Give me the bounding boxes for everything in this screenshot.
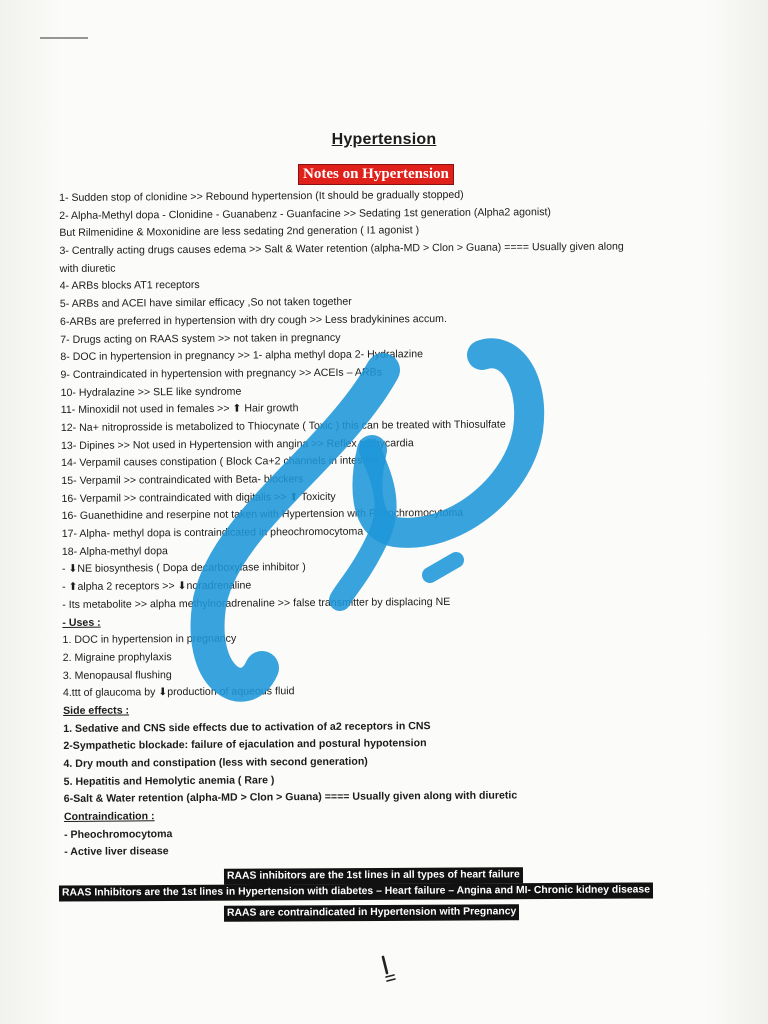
page-subtitle: Notes on Hypertension bbox=[298, 164, 454, 185]
note-line: 15- Verpamil >> contraindicated with Beta- blockers bbox=[61, 473, 304, 487]
note-line: 5. Hepatitis and Hemolytic anemia ( Rare ) bbox=[63, 774, 275, 788]
note-line: 2. Migraine prophylaxis bbox=[62, 651, 172, 664]
note-line: 3- Centrally acting drugs causes edema >> Salt & Water retention (alpha-MD > Clon > Guana) ==== Usually given along bbox=[59, 240, 624, 258]
note-line: 7- Drugs acting on RAAS system >> not taken in pregnancy bbox=[60, 331, 341, 346]
note-line: 4- ARBs blocks AT1 receptors bbox=[59, 279, 200, 293]
note-line: 13- Dipines >> Not used in Hypertension with angina >> Reflex tachycardia bbox=[60, 436, 414, 452]
note-line: 9- Contraindicated in hypertension with pregnancy >> ACEIs – ARBs bbox=[60, 366, 383, 381]
note-line: 11- Minoxidil not used in females >> ⬆ Hair growth bbox=[60, 402, 299, 417]
section-heading: Side effects : bbox=[63, 704, 130, 717]
note-line: - ⬇NE biosynthesis ( Dopa decarboxylase inhibitor ) bbox=[61, 561, 306, 576]
note-line: 17- Alpha- methyl dopa is contraindicated in pheochromocytoma bbox=[61, 525, 364, 541]
note-line: 6-ARBs are preferred in hypertension with dry cough >> Less bradykinines accum. bbox=[59, 312, 447, 328]
note-line: - Active liver disease bbox=[64, 845, 169, 859]
highlight-note-1: RAAS inhibitors are the 1st lines in all types of heart failure bbox=[224, 867, 523, 885]
note-line: 10- Hydralazine >> SLE like syndrome bbox=[60, 385, 242, 399]
note-line: - Its metabolite >> alpha methylnoradrenaline >> false transmitter by displacing NE bbox=[62, 595, 451, 611]
note-line: 2-Sympathetic blockade: failure of ejaculation and postural hypotension bbox=[63, 737, 427, 753]
note-line: 1. Sedative and CNS side effects due to activation of a2 receptors in CNS bbox=[63, 719, 431, 735]
note-line: 16- Verpamil >> contraindicated with digitalis >> ⬆ Toxicity bbox=[61, 490, 336, 505]
note-line: 6-Salt & Water retention (alpha-MD > Clon > Guana) ==== Usually given along with diuretic bbox=[63, 789, 518, 806]
section-heading: Contraindication : bbox=[63, 810, 155, 824]
page-title: Hypertension bbox=[331, 131, 437, 148]
note-line: 1. DOC in hypertension in pregnancy bbox=[62, 632, 237, 647]
note-line: But Rilmenidine & Moxonidine are less sedating 2nd generation ( I1 agonist ) bbox=[59, 224, 420, 240]
note-line: 8- DOC in hypertension in pregnancy >> 1- alpha methyl dopa 2- Hydralazine bbox=[60, 348, 424, 364]
note-line: - ⬆alpha 2 receptors >> ⬇noradrenaline bbox=[62, 579, 252, 594]
highlight-note-3: RAAS are contraindicated in Hypertension with Pregnancy bbox=[224, 904, 519, 922]
note-line: - Pheochromocytoma bbox=[64, 827, 173, 841]
note-line: 18- Alpha-methyl dopa bbox=[61, 544, 168, 558]
section-heading: - Uses : bbox=[62, 616, 101, 629]
note-line: 5- ARBs and ACEI have similar efficacy ,So not taken together bbox=[59, 295, 352, 311]
note-line: 4. Dry mouth and constipation (less with second generation) bbox=[63, 755, 368, 770]
highlight-note-2: RAAS Inhibitors are the 1st lines in Hypertension with diabetes – Heart failure – Angina and MI- Chronic kidney disease bbox=[59, 882, 653, 901]
note-line: 12- Na+ nitroprosside is metabolized to Thiocynate ( Toxic ) this can be treated with Thiosulfate bbox=[60, 418, 506, 434]
note-line: 1- Sudden stop of clonidine >> Rebound hypertension (It should be gradually stopped) bbox=[59, 188, 464, 204]
note-line: 3. Menopausal flushing bbox=[62, 668, 172, 682]
note-line: with diuretic bbox=[59, 262, 116, 275]
note-line: 14- Verpamil causes constipation ( Block Ca+2 channels in intestine ) bbox=[61, 454, 386, 470]
note-line: 16- Guanethidine and reserpine not taken with Hypertension with Pheochromocytoma bbox=[61, 507, 464, 523]
note-line: 2- Alpha-Methyl dopa - Clonidine - Guanabenz - Guanfacine >> Sedating 1st generation (Alpha2 agonist) bbox=[59, 205, 551, 222]
note-line: 4.ttt of glaucoma by ⬇production of aqueous fluid bbox=[62, 685, 295, 700]
